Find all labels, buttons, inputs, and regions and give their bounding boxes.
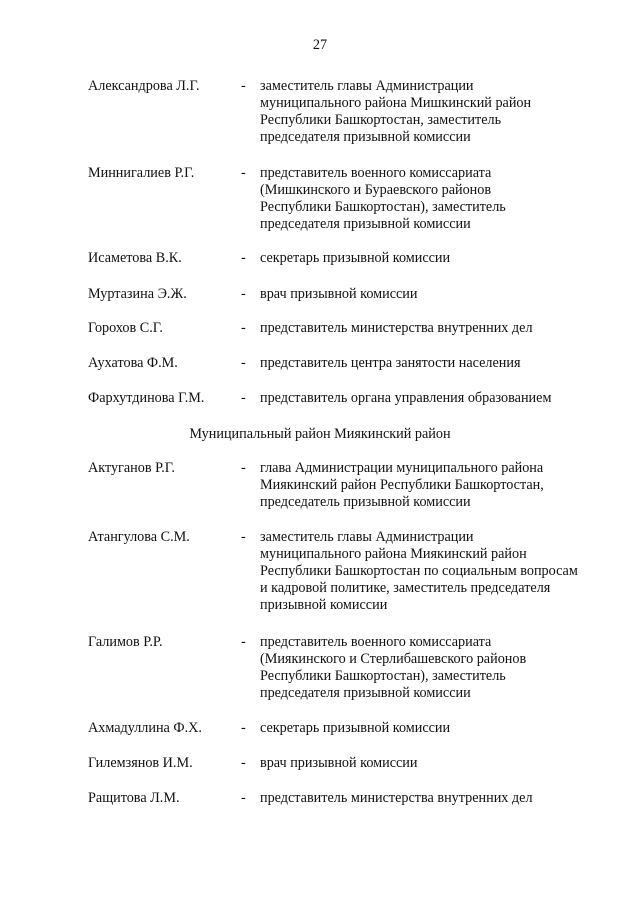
member-role-line: представитель министерства внутренних дел [260,320,533,336]
member-name: Горохов С.Г. [88,320,163,336]
member-name: Муртазина Э.Ж. [88,286,187,302]
member-role [260,720,590,737]
dash-separator: - [241,286,246,302]
member-name: Ращитова Л.М. [88,790,180,806]
member-role-line: председателя призывной комиссии [260,129,471,145]
member-role [260,460,590,511]
member-role-line: глава Администрации муниципального района [260,460,544,476]
dash-separator: - [241,78,246,94]
dash-separator: - [241,390,246,406]
member-role-line: председателя призывной комиссии [260,685,471,701]
member-name: Миннигалиев Р.Г. [88,165,195,181]
section-heading: Муниципальный район Миякинский район [189,426,451,442]
member-name: Актуганов Р.Г. [88,460,175,476]
member-role-line: председателя призывной комиссии [260,216,471,232]
member-role-line: представитель центра занятости населения [260,355,521,371]
member-name: Александрова Л.Г. [88,78,200,94]
member-role-line: представитель военного комиссариата [260,165,492,181]
member-role-line: представитель министерства внутренних дел [260,790,533,806]
dash-separator: - [241,320,246,336]
member-role-line: муниципального района Миякинский район [260,546,527,562]
dash-separator: - [241,460,246,476]
member-role [260,529,590,614]
member-role [260,634,590,702]
member-role-line: заместитель главы Администрации [260,78,474,94]
member-role [260,790,590,807]
member-role-line: Республики Башкортостан), заместитель [260,199,506,215]
dash-separator: - [241,250,246,266]
member-name: Фархутдинова Г.М. [88,390,205,406]
dash-separator: - [241,634,246,650]
dash-separator: - [241,720,246,736]
member-name: Атангулова С.М. [88,529,190,545]
member-name: Аухатова Ф.М. [88,355,178,371]
member-role-line: муниципального района Мишкинский район [260,95,532,111]
member-role-line: (Мишкинского и Бураевского районов [260,182,492,198]
member-name: Ахмадуллина Ф.Х. [88,720,202,736]
member-role [260,390,590,407]
member-role [260,78,590,146]
dash-separator: - [241,755,246,771]
member-role-line: Миякинский район Республики Башкортостан, [260,477,544,493]
member-role [260,755,590,772]
member-name: Исаметова В.К. [88,250,182,266]
member-role-line: Республики Башкортостан по социальным вопросам [260,563,578,579]
member-role-line: и кадровой политике, заместитель председателя [260,580,551,596]
dash-separator: - [241,165,246,181]
member-role-line: председатель призывной комиссии [260,494,471,510]
member-role-line: заместитель главы Администрации [260,529,474,545]
member-role-line: секретарь призывной комиссии [260,720,451,736]
member-role-line: Республики Башкортостан), заместитель [260,668,506,684]
member-role [260,250,590,267]
member-role [260,355,590,372]
member-role [260,165,590,233]
member-role-line: Республики Башкортостан, заместитель [260,112,502,128]
dash-separator: - [241,529,246,545]
member-role-line: призывной комиссии [260,597,388,613]
member-role-line: представитель военного комиссариата [260,634,492,650]
page-number: 27 [312,37,328,53]
member-name: Гилемзянов И.М. [88,755,193,771]
member-role-line: врач призывной комиссии [260,755,418,771]
member-role-line: секретарь призывной комиссии [260,250,451,266]
member-role [260,320,590,337]
member-role [260,286,590,303]
member-role-line: представитель органа управления образованием [260,390,552,406]
dash-separator: - [241,790,246,806]
dash-separator: - [241,355,246,371]
member-role-line: врач призывной комиссии [260,286,418,302]
member-name: Галимов Р.Р. [88,634,163,650]
member-role-line: (Миякинского и Стерлибашевского районов [260,651,527,667]
